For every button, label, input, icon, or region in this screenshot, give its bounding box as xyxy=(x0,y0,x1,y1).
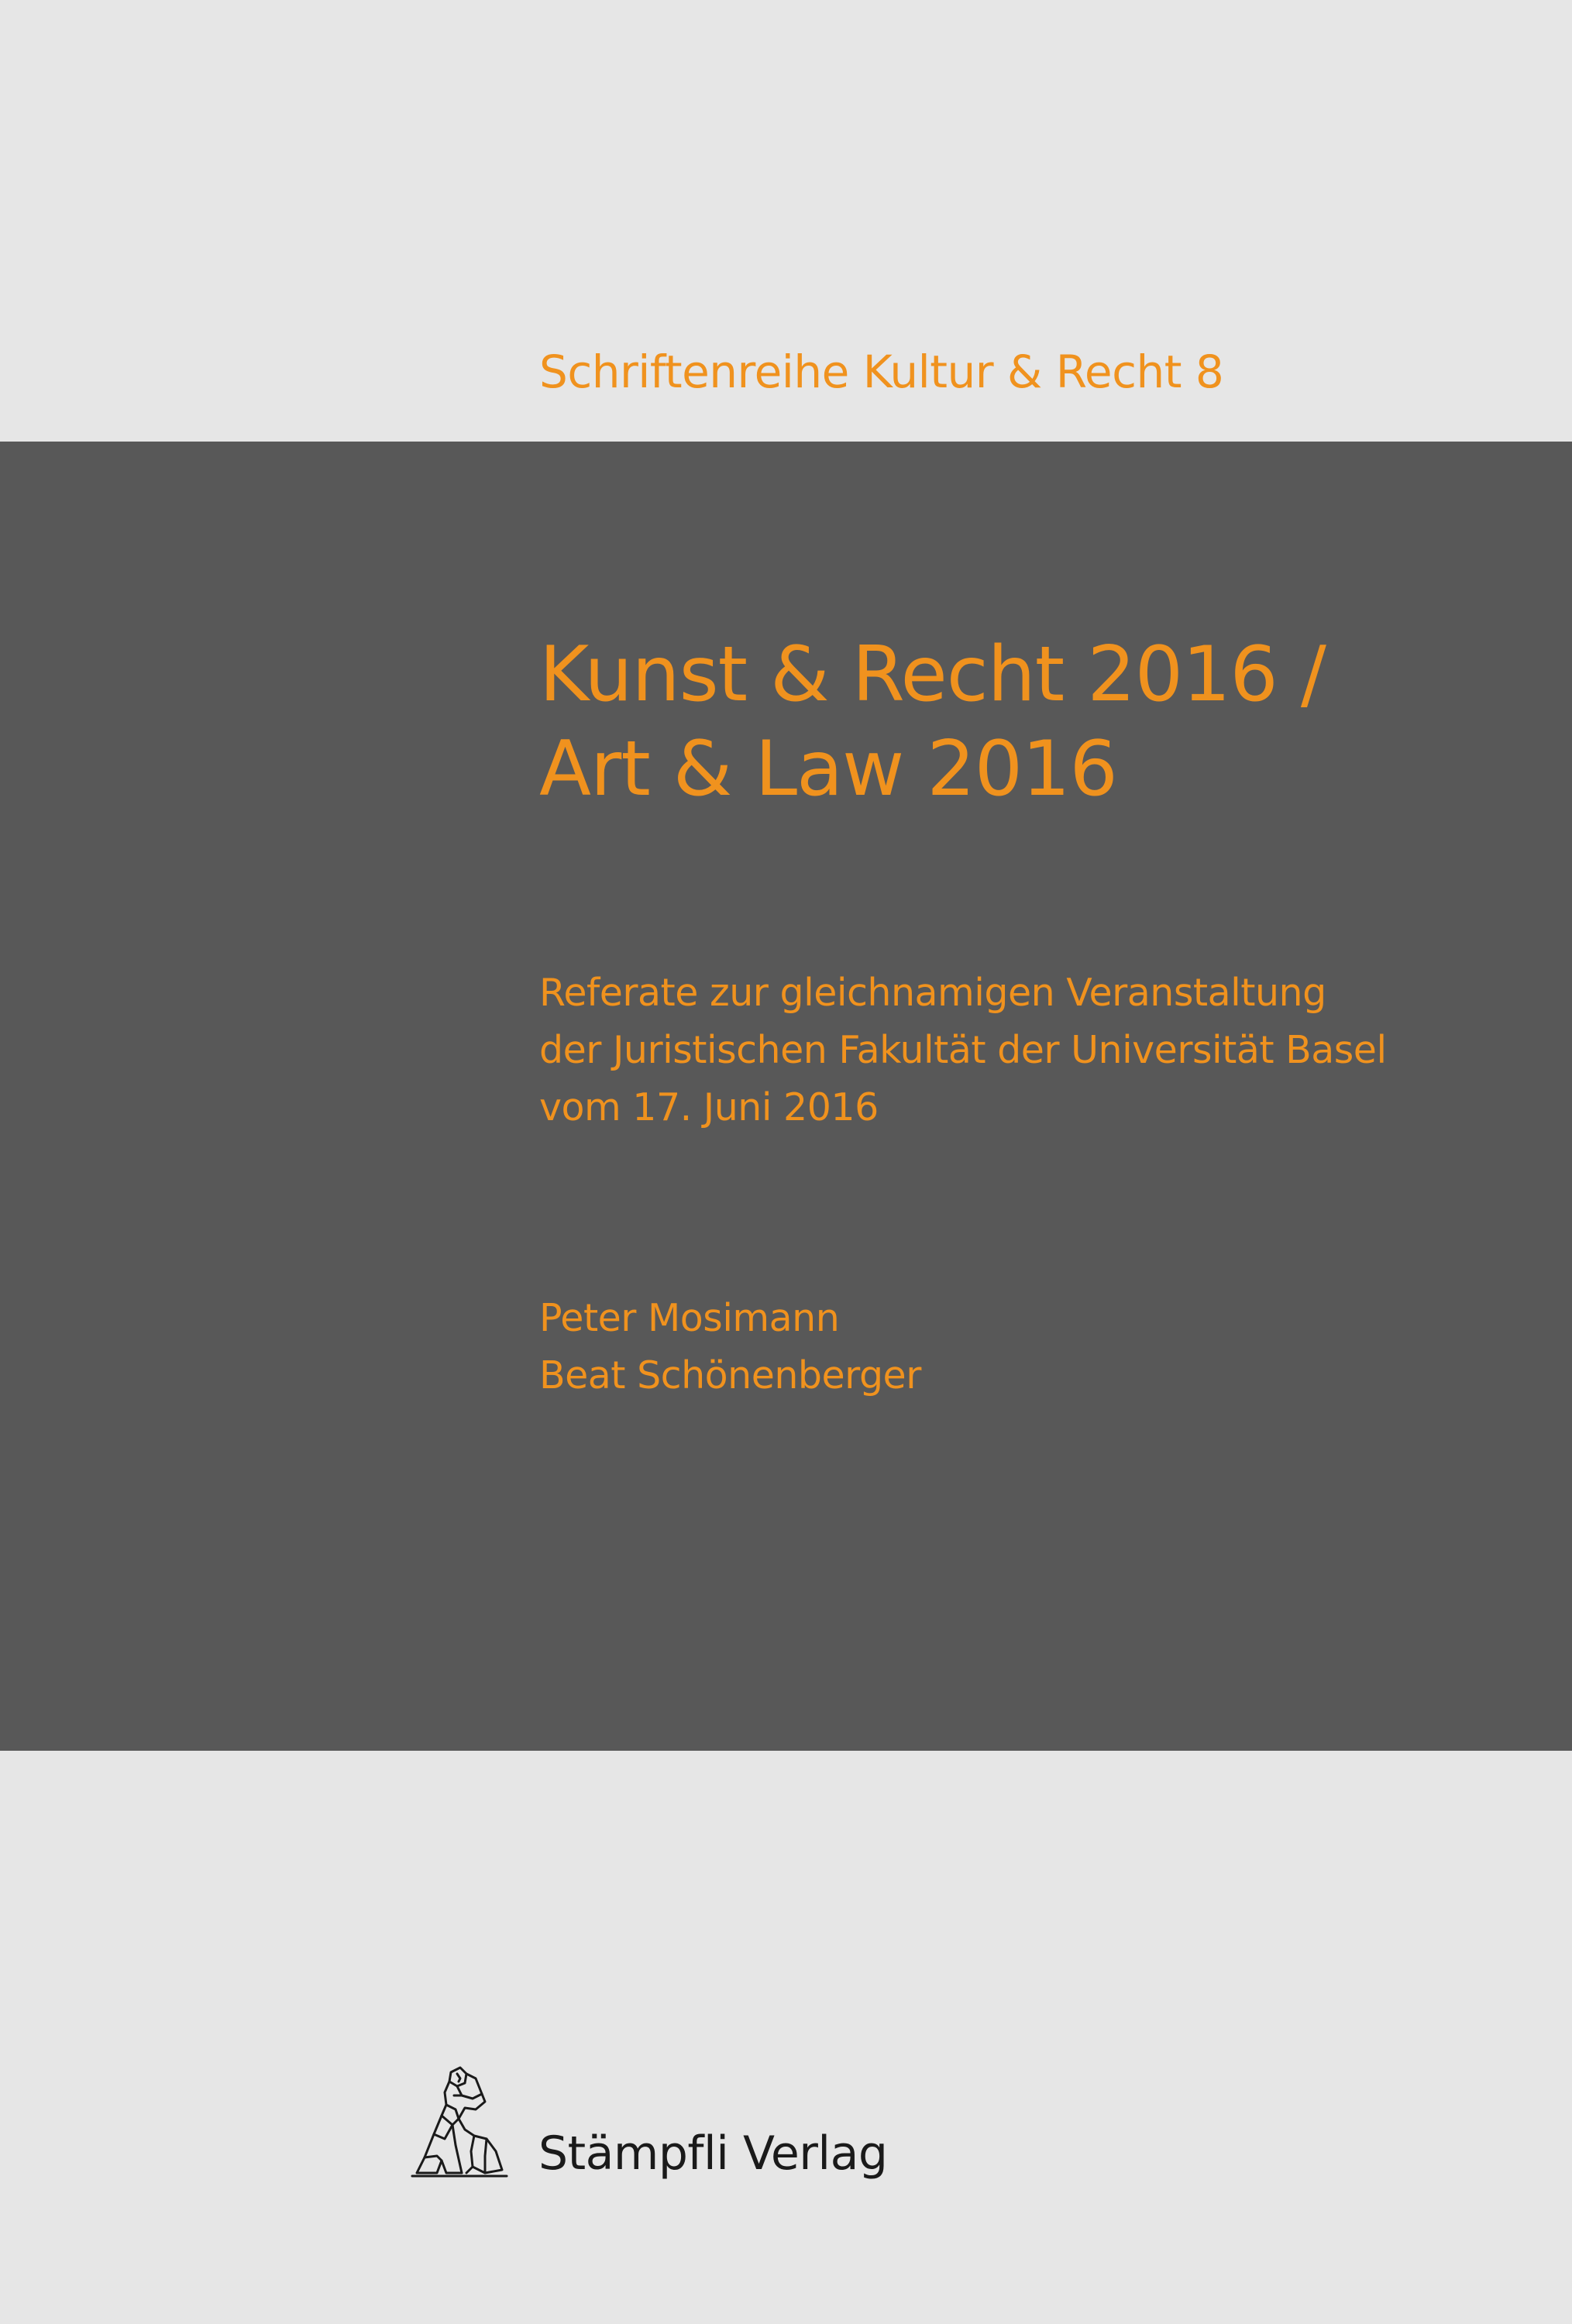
author-name: Beat Schönenberger xyxy=(539,1353,921,1397)
book-title-line-2: Art & Law 2016 xyxy=(539,725,1117,813)
publisher-block xyxy=(411,2064,953,2188)
book-title-line-1: Kunst & Recht 2016 / xyxy=(539,631,1326,719)
series-title: Schriftenreihe Kultur & Recht 8 xyxy=(539,346,1224,398)
book-subtitle-line-1: Referate zur gleichnamigen Veranstaltung xyxy=(539,971,1326,1015)
book-subtitle-line-2: der Juristischen Fakultät der Universität Basel xyxy=(539,1028,1387,1072)
seated-figure-logo-icon xyxy=(411,2064,511,2181)
book-subtitle-line-3: vom 17. Juni 2016 xyxy=(539,1085,879,1129)
author-name: Peter Mosimann xyxy=(539,1296,840,1340)
book-title xyxy=(539,627,1326,816)
publisher-name: Stämpfli Verlag xyxy=(538,2126,888,2181)
title-band xyxy=(0,442,1572,1751)
book-subtitle xyxy=(539,964,1387,1136)
author-list xyxy=(539,1290,921,1404)
